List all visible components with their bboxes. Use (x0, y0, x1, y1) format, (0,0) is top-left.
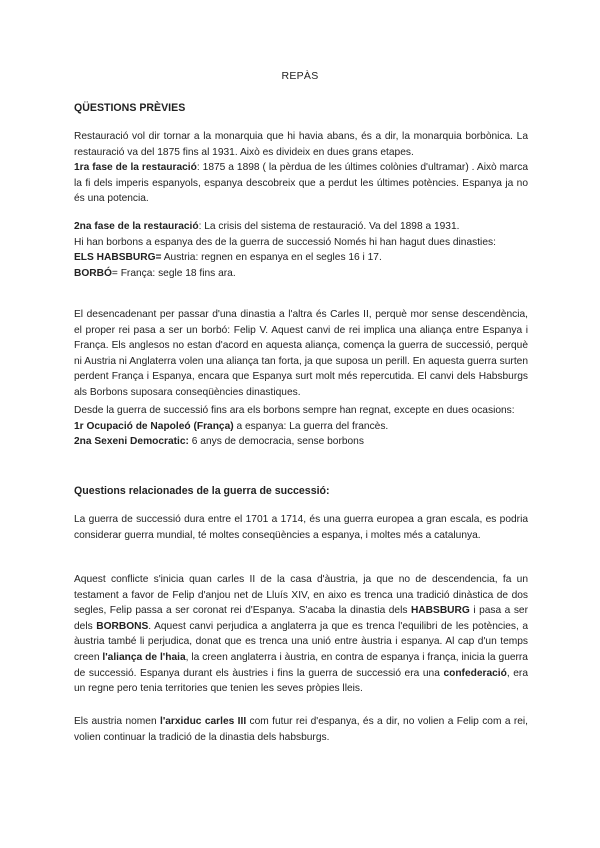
habsburg-bold: HABSBURG (410, 605, 470, 617)
confederacio-bold: confederació (443, 667, 507, 679)
haia-bold: l'aliança de l'haia (102, 651, 186, 663)
borbo-label: BORBÓ (74, 267, 112, 279)
sexeni-text: 6 anys de democracia, sense borbons (188, 436, 364, 448)
arxiduc-text-a: Els austria nomen (74, 716, 160, 727)
paragraph-second-phase (74, 219, 528, 281)
second-phase-label: 2na fase de la restauració (74, 221, 199, 232)
conflicte-text-a: Aquest conflicte s'inicia quan carles II de la casa d'àustria, ja que no de descendencia, fa un testament a favor de Felip d'anjou net de Lluís XIV, en aixo es trenca una tradició dinàstica de dos segles, Felip passa a ser coronat rei d'Espanya. S'acaba la dinastia dels (74, 574, 528, 617)
paragraph-guerra-successio: La guerra de successió dura entre el 1701 a 1714, és una guerra europea a gran escala, es podria considerar guerra mundial, té moltes conseqüències a espanya, i moltes més a catalunya. (74, 514, 528, 541)
conflicte-text-d: , la creen anglaterra i àustria, en contra de espanya i frança, inicia la guerra de successió. Espanya durant els àustries i fins la guerra de successió era una (74, 651, 528, 679)
borbo-text: = França: segle 18 fins ara. (111, 267, 236, 279)
conflicte-text-e: , era un regne pero tenia territories que tenien les seves pròpies lleis. (74, 667, 528, 695)
first-phase-label: 1ra fase de la restauració (74, 162, 197, 173)
heading-questions-guerra: Questions relacionades de la guerra de successió: (74, 485, 330, 497)
exceptions-intro: Desde la guerra de successió fins ara els borbons sempre han regnat, excepte en dues ocasions: (74, 405, 515, 416)
paragraph-restauracio: Restauració vol dir tornar a la monarquia que hi havia abans, és a dir, la monarquia borbònica. La restauració va del 1875 fins al 1931. Això es divideix en dues grans etapes. (74, 131, 528, 158)
habsburg-text: Austria: regnen en espanya en el segles 16 i 17. (161, 252, 382, 264)
paragraph-exceptions (74, 403, 528, 450)
paragraph-conflicte (74, 572, 528, 697)
borbons-bold: BORBONS (96, 620, 149, 632)
sexeni-label: 2na Sexeni Democratic: (74, 436, 189, 448)
conflicte-text-b: i pasa a ser dels (74, 605, 528, 632)
arxiduc-bold: l'arxiduc carles III (159, 716, 247, 727)
paragraph-arxiduc (74, 714, 528, 745)
page-title: REPÀS (281, 70, 319, 82)
conflicte-text-c: . Aquest canvi perjudica a anglaterra ja que es trenca l'equilibri de les potències, a àustria també li perjudica, donat que es trenca una unió entre àustria i espanya. Al cap d'un temps creen (74, 620, 528, 663)
paragraph-desencadenant: El desencadenant per passar d'una dinastia a l'altra és Carles II, perquè mor sense descendència, el proper rei pasa a ser un borbó: Felip V. Aquest canvi de rei implica una aliança entre Espanya i França. Els anglesos no estan d'acord en aquesta aliança, comença la guerra de successió, perquè ni Austria ni Anglaterra volen una aliança tan forta, ja que suposa un perill. En aquesta guerra surten perdent França i Espanya, encara que Espanya surt molt més repercutida. El canvi dels Habsburgs als Borbons suposara conseqüències dinastiques. (74, 309, 528, 398)
heading-questions-previes: QÜESTIONS PRÈVIES (74, 102, 186, 114)
paragraph-first-phase (74, 160, 528, 207)
habsburg-label: ELS HABSBURG= (74, 252, 162, 264)
napoleo-text: a espanya: La guerra del francès. (233, 420, 389, 432)
napoleo-label: 1r Ocupació de Napoleó (França) (74, 420, 234, 432)
second-phase-text: : La crisis del sistema de restauració. Va del 1898 a 1931. (198, 221, 460, 232)
arxiduc-text-b: com futur rei d'espanya, és a dir, no volien a Felip com a rei, volien continuar la tradició de la dinastia dels habsburgs. (74, 716, 529, 743)
first-phase-text: : 1875 a 1898 ( la pèrdua de les últimes colònies d'ultramar) . Això marca la fi dels imperis espanyols, espanya descobreix que a perdut les últimes potències. Espanya ja no és una potencia. (74, 162, 528, 205)
dynasties-intro: Hi han borbons a espanya des de la guerra de successió Només hi han hagut dues dinasties: (74, 236, 496, 248)
